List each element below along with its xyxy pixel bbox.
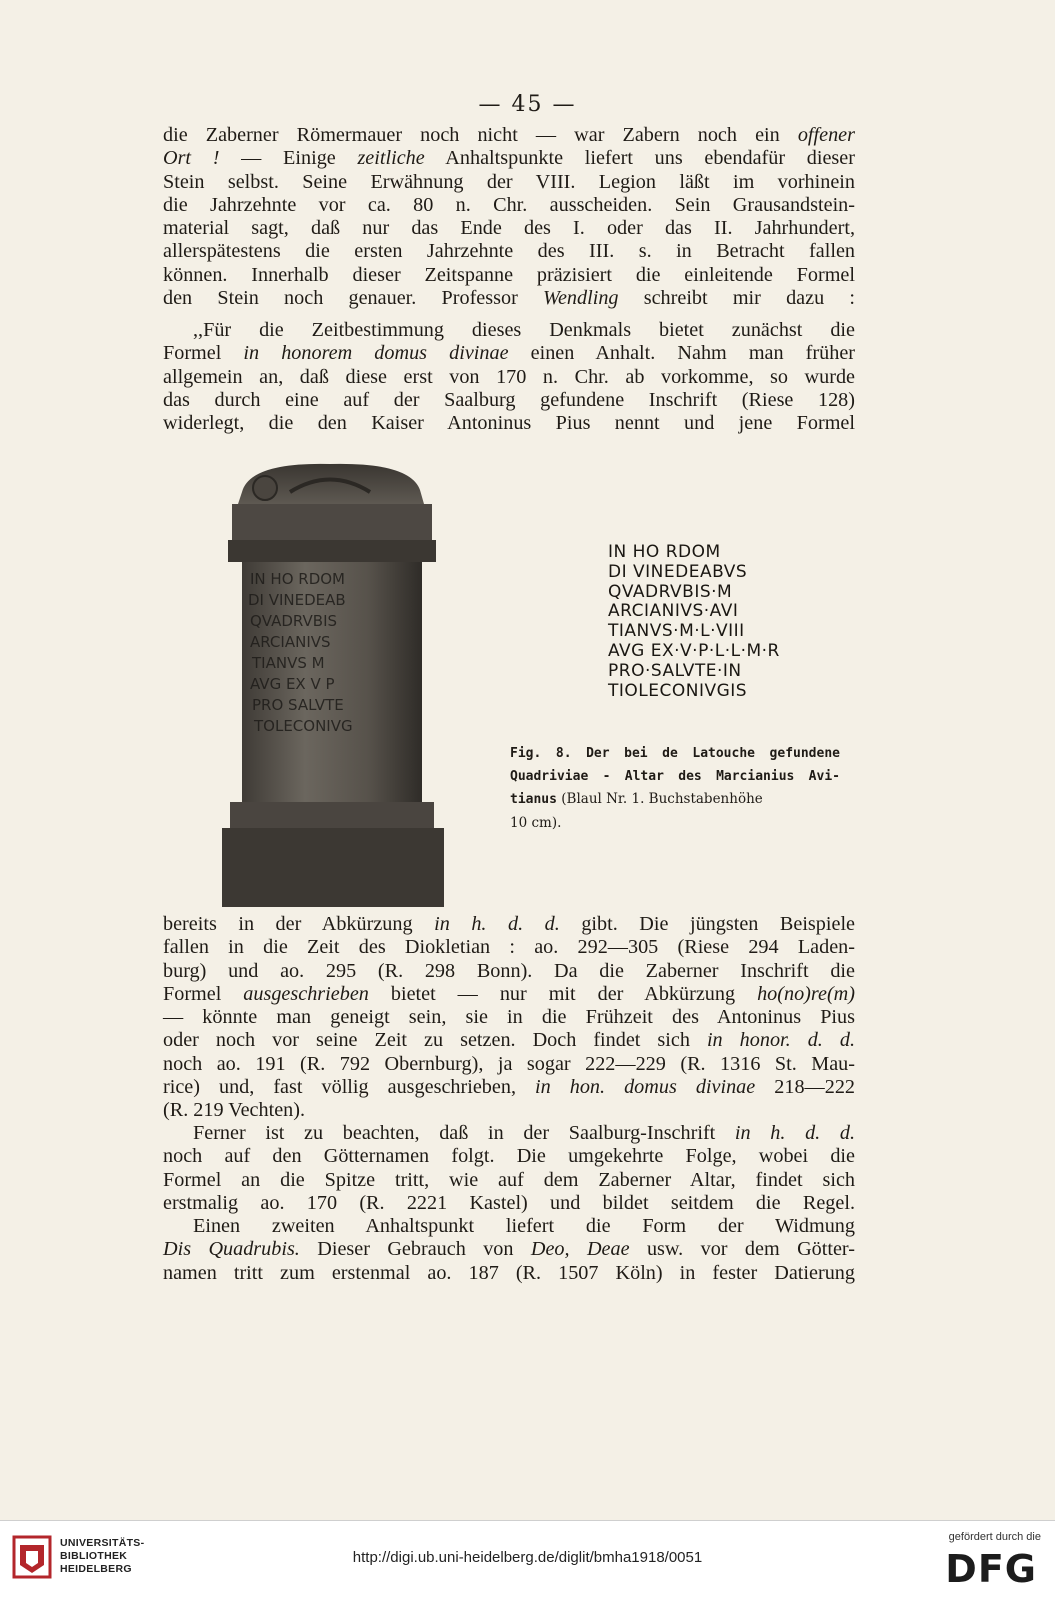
text-run: Formel <box>163 982 244 1005</box>
text-line: allgemein an, daß diese erst von 170 n. Chr. ab vorkomme, so wurde <box>163 365 855 388</box>
page-number: — 45 — <box>478 92 577 117</box>
italic-run: ausgeschrieben <box>243 982 369 1005</box>
caption-text: (Blaul Nr. 1. Buchstabenhöhe <box>556 791 763 807</box>
text-line: Stein selbst. Seine Erwähnung der VIII. Legion läßt im vorhinein <box>163 170 855 193</box>
italic-run: ho(no)re(m) <box>757 982 855 1005</box>
text-run: Anhaltspunkte liefert uns ebendafür dieser <box>424 147 855 170</box>
paragraph-4 <box>163 1122 855 1215</box>
text-run: usw. vor dem Götter- <box>629 1238 855 1261</box>
paragraph-3 <box>163 913 855 1123</box>
text-run: bietet — nur mit der Abkürzung <box>368 982 758 1005</box>
italic-run: in h. d. d. <box>434 913 560 935</box>
text-run: 218—222 <box>755 1076 856 1099</box>
svg-text:ARCIANIVS: ARCIANIVS <box>250 633 331 651</box>
library-line: HEIDELBERG <box>60 1563 132 1575</box>
dfg-logo: DFG <box>945 1547 1037 1591</box>
svg-text:PRO SALVTE: PRO SALVTE <box>252 696 344 714</box>
figure-caption <box>510 742 840 834</box>
text-line: noch ao. 191 (R. 792 Obernburg), ja sogar 222—229 (R. 1316 St. Mau- <box>163 1052 855 1075</box>
text-line: Einen zweiten Anhaltspunkt liefert die Form der Widmung <box>193 1215 855 1237</box>
library-line: BIBLIOTHEK <box>60 1550 128 1562</box>
figure-label: Fig. 8. <box>510 746 572 761</box>
svg-text:TOLECONIVG: TOLECONIVG <box>254 717 353 735</box>
footer-bar <box>0 1520 1055 1597</box>
text-line: — könnte man geneigt sein, sie in die Frühzeit des Antoninus Pius <box>163 1006 855 1029</box>
svg-text:QVADRVBIS: QVADRVBIS <box>250 612 338 630</box>
paragraph-5 <box>163 1215 855 1285</box>
italic-run: in honor. d. d. <box>706 1029 855 1052</box>
text-line: fallen in die Zeit des Diokletian : ao. 292—305 (Riese 294 Laden- <box>163 936 855 959</box>
text-line: allerspätestens die ersten Jahrzehnte des III. s. in Betracht fallen <box>163 240 855 263</box>
caption-text: Quadriviae - Altar des Marcianius Avi- <box>510 768 840 784</box>
caption-text: Der bei de Latouche gefundene <box>571 746 840 761</box>
paragraph-1 <box>163 124 855 310</box>
text-run: Ferner ist zu beachten, daß in der Saalburg-Inschrift <box>193 1122 735 1144</box>
text-line: das durch eine auf der Saalburg gefundene Inschrift (Riese 128) <box>163 388 855 411</box>
svg-text:IN HO RDOM: IN HO RDOM <box>250 570 345 588</box>
text-run: einen Anhalt. Nahm man früher <box>508 342 855 365</box>
italic-run: Dis Quadrubis. <box>163 1238 300 1261</box>
italic-run: Wendling <box>543 287 619 310</box>
text-run: gibt. Die jüngsten Beispiele <box>559 913 856 935</box>
italic-run: zeitliche <box>357 147 425 170</box>
svg-text:TIANVS M: TIANVS M <box>252 654 325 672</box>
inscription-line: TIANVS·M·L·VIII <box>608 621 745 642</box>
inscription-line: DI VINEDEABVS <box>608 561 748 582</box>
text-line: widerlegt, die den Kaiser Antoninus Pius nennt und jene Formel <box>163 412 855 435</box>
text-line: Formel an die Spitze tritt, wie auf dem Zaberner Altar, findet sich <box>163 1168 855 1191</box>
paragraph-2 <box>163 319 855 435</box>
text-run: die Zaberner Römermauer noch nicht — war Zabern noch ein <box>163 124 798 146</box>
text-line: erstmalig ao. 170 (R. 2221 Kastel) und bildet seitdem die Regel. <box>163 1191 855 1214</box>
italic-run: in hon. domus divinae <box>535 1076 756 1099</box>
funding-label: gefördert durch die <box>948 1531 1041 1543</box>
caption-text: tianus <box>510 792 557 807</box>
source-url-link[interactable]: http://digi.ub.uni-heidelberg.de/diglit/bmha1918/0051 <box>352 1549 703 1566</box>
text-run: Dieser Gebrauch von <box>299 1238 531 1261</box>
inscription-line: AVG EX·V·P·L·L·M·R <box>608 640 780 661</box>
text-run: Formel <box>163 342 244 365</box>
italic-run: in honorem domus divinae <box>243 342 509 365</box>
inscription-line: TIOLECONIVGIS <box>608 680 748 701</box>
library-line: UNIVERSITÄTS- <box>60 1537 145 1549</box>
text-line: ,,Für die Zeitbestimmung dieses Denkmals bietet zunächst die <box>193 319 855 341</box>
italic-run: offener <box>797 124 855 146</box>
text-line: noch auf den Götternamen folgt. Die umgekehrte Folge, wobei die <box>163 1145 855 1168</box>
text-run: schreibt mir dazu : <box>618 287 855 310</box>
text-line: die Jahrzehnte vor ca. 80 n. Chr. ausscheiden. Sein Grausandstein- <box>163 193 855 216</box>
inscription-line: ARCIANIVS·AVI <box>608 601 739 622</box>
text-run: rice) und, fast völlig ausgeschrieben, <box>163 1076 536 1099</box>
inscription-drawing <box>608 543 778 733</box>
text-line: burg) und ao. 295 (R. 298 Bonn). Da die Zaberner Inschrift die <box>163 959 855 982</box>
text-run: bereits in der Abkürzung <box>163 913 435 935</box>
italic-run: Deo, Deae <box>530 1238 630 1261</box>
text-line: (R. 219 Vechten). <box>163 1099 306 1122</box>
text-line: material sagt, daß nur das Ende des I. oder das II. Jahrhundert, <box>163 217 855 240</box>
italic-run: Ort ! <box>163 147 220 170</box>
altar-photo <box>220 462 446 907</box>
text-line: namen tritt zum erstenmal ao. 187 (R. 1507 Köln) in fester Datierung <box>163 1261 855 1284</box>
caption-text: 10 cm). <box>510 814 562 831</box>
inscription-line: QVADRVBIS·M <box>608 581 733 602</box>
inscription-line: IN HO RDOM <box>608 542 721 562</box>
inscription-line: PRO·SALVTE·IN <box>608 660 742 681</box>
svg-text:AVG EX V P: AVG EX V P <box>250 675 335 693</box>
svg-text:DI VINEDEAB: DI VINEDEAB <box>248 591 346 609</box>
text-line: können. Innerhalb dieser Zeitspanne präzisiert die einleitende Formel <box>163 263 855 286</box>
text-run: oder noch vor seine Zeit zu setzen. Doch findet sich <box>163 1029 707 1052</box>
italic-run: in h. d. d. <box>734 1122 855 1144</box>
text-run: — Einige <box>219 147 358 170</box>
text-run: den Stein noch genauer. Professor <box>163 287 543 310</box>
